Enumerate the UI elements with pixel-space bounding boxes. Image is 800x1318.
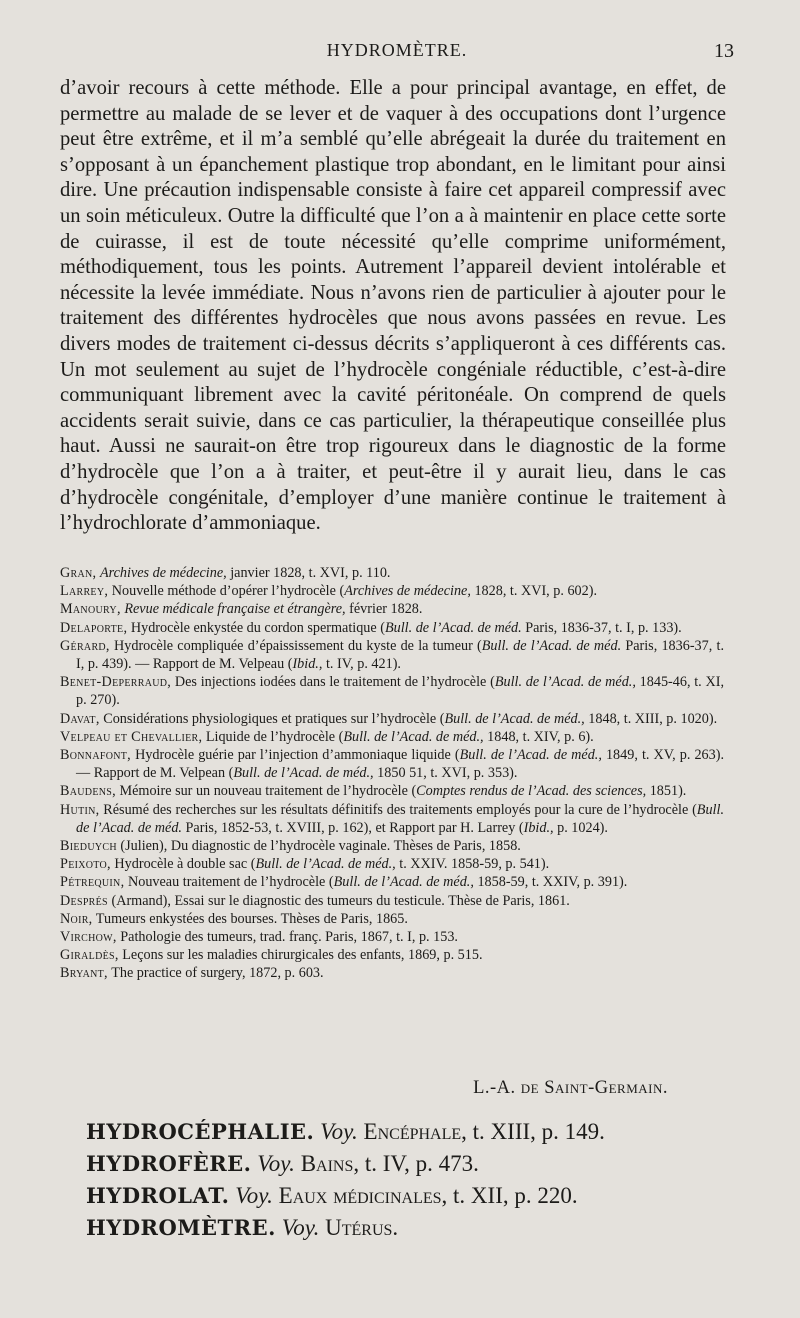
reference-text: 1850 51, t. XVI, p. 353).	[373, 765, 518, 782]
reference-item	[60, 910, 724, 928]
reference-author: Després	[60, 892, 108, 909]
reference-text: Liquide de l’hydrocèle (	[202, 728, 344, 745]
cross-reference-entries	[86, 1116, 726, 1244]
reference-source: Bull. de l’Acad. de méd.,	[333, 874, 474, 891]
reference-item	[60, 801, 724, 837]
reference-source: Bull. de l’Acad. de méd.	[481, 637, 622, 654]
entry-target: Utérus.	[325, 1215, 399, 1240]
reference-source: Bull. de l’Acad. de méd.,	[233, 765, 374, 782]
entry-target: Bains,	[300, 1151, 360, 1176]
reference-text: Paris, 1852-53, t. XVIII, p. 162), et Rapport par H. Larrey (	[181, 819, 524, 836]
reference-text: Hydrocèle enkystée du cordon spermatique (	[127, 619, 385, 636]
reference-item	[60, 637, 724, 673]
reference-item	[60, 710, 724, 728]
cross-reference-entry	[86, 1180, 726, 1212]
reference-source: Bull. de l’Acad. de méd.,	[343, 728, 484, 745]
entry-target: Encéphale,	[363, 1119, 467, 1144]
reference-author: Delaporte,	[60, 619, 128, 636]
reference-author: Bryant,	[60, 965, 108, 982]
body-paragraph: d’avoir recours à cette méthode. Elle a pour principal avantage, en effet, de permettre au malade de se lever et de vaquer à des occupations dont l’urgence peut être extrême, et il m’a semblé qu’elle abrégeait la durée du traitement en s’opposant à un épanchement plastique trop abondant, en le limitant pour ainsi dire. Une précaution indispensable consiste à faire cet appareil compressif avec un soin méticuleux. Outre la difficulté que l’on a à maintenir en place cette sorte de cuirasse, il est de toute nécessité qu’elle comprime uniformément, méthodiquement, tous les points. Autrement l’appareil devient intolérable et nécessite la levée immédiate. Nous n’avons rien de particulier à ajouter pour le traitement des différentes hydrocèles que nous avons passées en revue. Les divers modes de traitement ci-dessus décrits s’appliqueront à ces différents cas. Un mot seulement au sujet de l’hydrocèle congéniale réductible, c’est-à-dire communiquant librement avec la cavité péritonéale. On comprend de quels accidents serait suivie, dans ce cas particulier, la thérapeutique conseillée plus haut. Aussi ne saurait-on être trop rigoureux dans le diagnostic de la forme d’hydrocèle que l’on a à traiter, et peut-être il y aurait lieu, dans le cas d’hydrocèle congénitale, d’employer d’une manière continue le traitement à l’hydrochlorate d’ammoniaque.	[60, 77, 726, 535]
reference-text: Leçons sur les maladies chirurgicales des enfants, 1869, p. 515.	[118, 947, 483, 964]
reference-text: 1849, t. XV, p. 263). — Rapport de M. Velpean (	[76, 747, 725, 782]
reference-item	[60, 673, 724, 709]
reference-text: 1848, t. XIII, p. 1020).	[584, 710, 718, 727]
reference-author: Gran,	[60, 565, 97, 581]
reference-author: Davat,	[60, 710, 100, 727]
reference-text: Mémoire sur un nouveau traitement de l’hydrocèle (	[115, 783, 417, 800]
reference-item	[60, 600, 724, 618]
reference-text: Nouvelle méthode d’opérer l’hydrocèle (	[108, 583, 345, 600]
reference-text: Pathologie des tumeurs, trad. franç. Paris, 1867, t. I, p. 153.	[116, 929, 458, 946]
reference-text: février 1828.	[345, 601, 423, 618]
page-header	[60, 40, 734, 66]
reference-text: Paris, 1836-37, t. I, p. 133).	[521, 619, 682, 636]
reference-text: Considérations physiologiques et pratiques sur l’hydrocèle (	[99, 710, 445, 727]
reference-author: Velpeau et Chevallier,	[60, 728, 203, 745]
reference-source: Bull. de l’Acad. de méd.,	[459, 747, 602, 764]
reference-item	[60, 582, 724, 600]
entry-volume-page: t. XIII, p. 149.	[472, 1119, 605, 1144]
reference-text: Des injections iodées dans le traitement de l’hydrocèle (	[171, 674, 495, 691]
entry-volume-page: t. IV, p. 473.	[364, 1151, 479, 1176]
reference-source: Archives de médecine,	[99, 565, 227, 581]
reference-author: Virchow,	[60, 929, 117, 946]
reference-author: Larrey,	[60, 583, 109, 600]
reference-source: Ibid.,	[523, 819, 554, 836]
author-signature	[473, 1078, 668, 1099]
reference-source: Bull. de l’Acad. de méd.,	[494, 674, 636, 691]
entry-voy: Voy.	[257, 1151, 295, 1176]
running-title: HYDROMÈTRE.	[326, 40, 468, 60]
reference-author: Gérard,	[60, 637, 110, 654]
reference-text: Hydrocèle compliquée d’épaississement du kyste de la tumeur (	[109, 637, 482, 654]
reference-author: Bieduych	[60, 838, 117, 855]
entry-headword: HYDROMÈTRE.	[86, 1215, 276, 1240]
reference-text: Tumeurs enkystées des bourses. Thèses de Paris, 1865.	[92, 910, 408, 927]
reference-text: Résumé des recherches sur les résultats définitifs des traitements employés pour la cure de l’hydrocèle (	[99, 801, 697, 818]
reference-text: t. IV, p. 421).	[322, 656, 401, 673]
cross-reference-entry	[86, 1148, 726, 1180]
entry-headword: HYDROCÉPHALIE.	[86, 1119, 315, 1144]
reference-source: Bull. de l’Acad. de méd.,	[255, 856, 396, 873]
entry-voy: Voy.	[281, 1215, 320, 1240]
entry-volume-page: t. XII, p. 220.	[453, 1183, 578, 1208]
reference-text: 1848, t. XIV, p. 6).	[483, 728, 594, 745]
reference-source: Revue médicale française et étrangère,	[124, 601, 346, 618]
reference-text: Paris, 1836-37, t. I, p. 439). — Rapport de M. Velpeau (	[76, 637, 724, 673]
reference-source: Bull. de l’Acad. de méd.	[384, 619, 522, 636]
reference-text: janvier 1828, t. XVI, p. 110.	[226, 565, 391, 581]
page-number: 13	[714, 40, 734, 62]
signature-name: Saint-Germain.	[544, 1078, 668, 1098]
reference-text: Hydrocèle guérie par l’injection d’ammoniaque liquide (	[131, 747, 460, 764]
reference-source: Bull. de l’Acad. de méd.,	[444, 710, 585, 727]
reference-item	[60, 873, 724, 891]
reference-source: Comptes rendus de l’Acad. des sciences,	[416, 783, 647, 800]
entry-target: Eaux médicinales,	[278, 1183, 448, 1208]
reference-text: Hydrocèle à double sac (	[110, 856, 256, 873]
reference-text: t. XXIV. 1858-59, p. 541).	[395, 856, 550, 873]
bibliography	[60, 564, 724, 983]
reference-source: Bull. de l’Acad. de méd.	[76, 801, 724, 836]
reference-text: The practice of surgery, 1872, p. 603.	[107, 965, 324, 982]
reference-item	[60, 619, 724, 637]
reference-item	[60, 946, 724, 964]
reference-text: Nouveau traitement de l’hydrocèle (	[124, 874, 334, 891]
reference-item	[60, 928, 724, 946]
reference-item	[60, 964, 724, 982]
reference-author: Bonnafont,	[60, 747, 132, 764]
reference-author: Manoury,	[60, 601, 121, 618]
entry-headword: HYDROLAT.	[86, 1183, 230, 1208]
reference-item	[60, 782, 724, 800]
reference-text: 1851).	[646, 783, 687, 800]
reference-item	[60, 892, 724, 910]
reference-text: 1828, t. XVI, p. 602).	[470, 583, 598, 600]
entry-headword: HYDROFÈRE.	[86, 1151, 252, 1176]
reference-author: Benet-Deperraud,	[60, 674, 172, 691]
entry-voy: Voy.	[235, 1183, 273, 1208]
reference-item	[60, 837, 724, 855]
entry-voy: Voy.	[320, 1119, 358, 1144]
reference-text: (Julien), Du diagnostic de l’hydrocèle vaginale. Thèses de Paris, 1858.	[116, 838, 521, 855]
cross-reference-entry	[86, 1212, 726, 1244]
reference-author: Giraldès,	[60, 947, 119, 964]
reference-author: Peixoto,	[60, 856, 111, 873]
reference-text: 1845-46, t. XI, p. 270).	[76, 674, 724, 709]
reference-source: Archives de médecine,	[344, 583, 471, 600]
reference-item	[60, 855, 724, 873]
reference-text: p. 1024).	[553, 819, 608, 836]
reference-author: Baudens,	[60, 783, 116, 800]
reference-text: (Armand), Essai sur le diagnostic des tumeurs du testicule. Thèse de Paris, 1861.	[107, 892, 570, 909]
reference-item	[60, 564, 724, 582]
reference-author: Pétrequin,	[60, 874, 125, 891]
reference-author: Hutin,	[60, 801, 100, 818]
reference-source: Ibid.,	[292, 656, 323, 673]
signature-initials: L.-A. de	[473, 1078, 545, 1098]
cross-reference-entry	[86, 1116, 726, 1148]
reference-item	[60, 728, 724, 746]
reference-author: Noir,	[60, 910, 93, 927]
reference-item	[60, 746, 724, 782]
reference-text: 1858-59, t. XXIV, p. 391).	[473, 874, 628, 891]
